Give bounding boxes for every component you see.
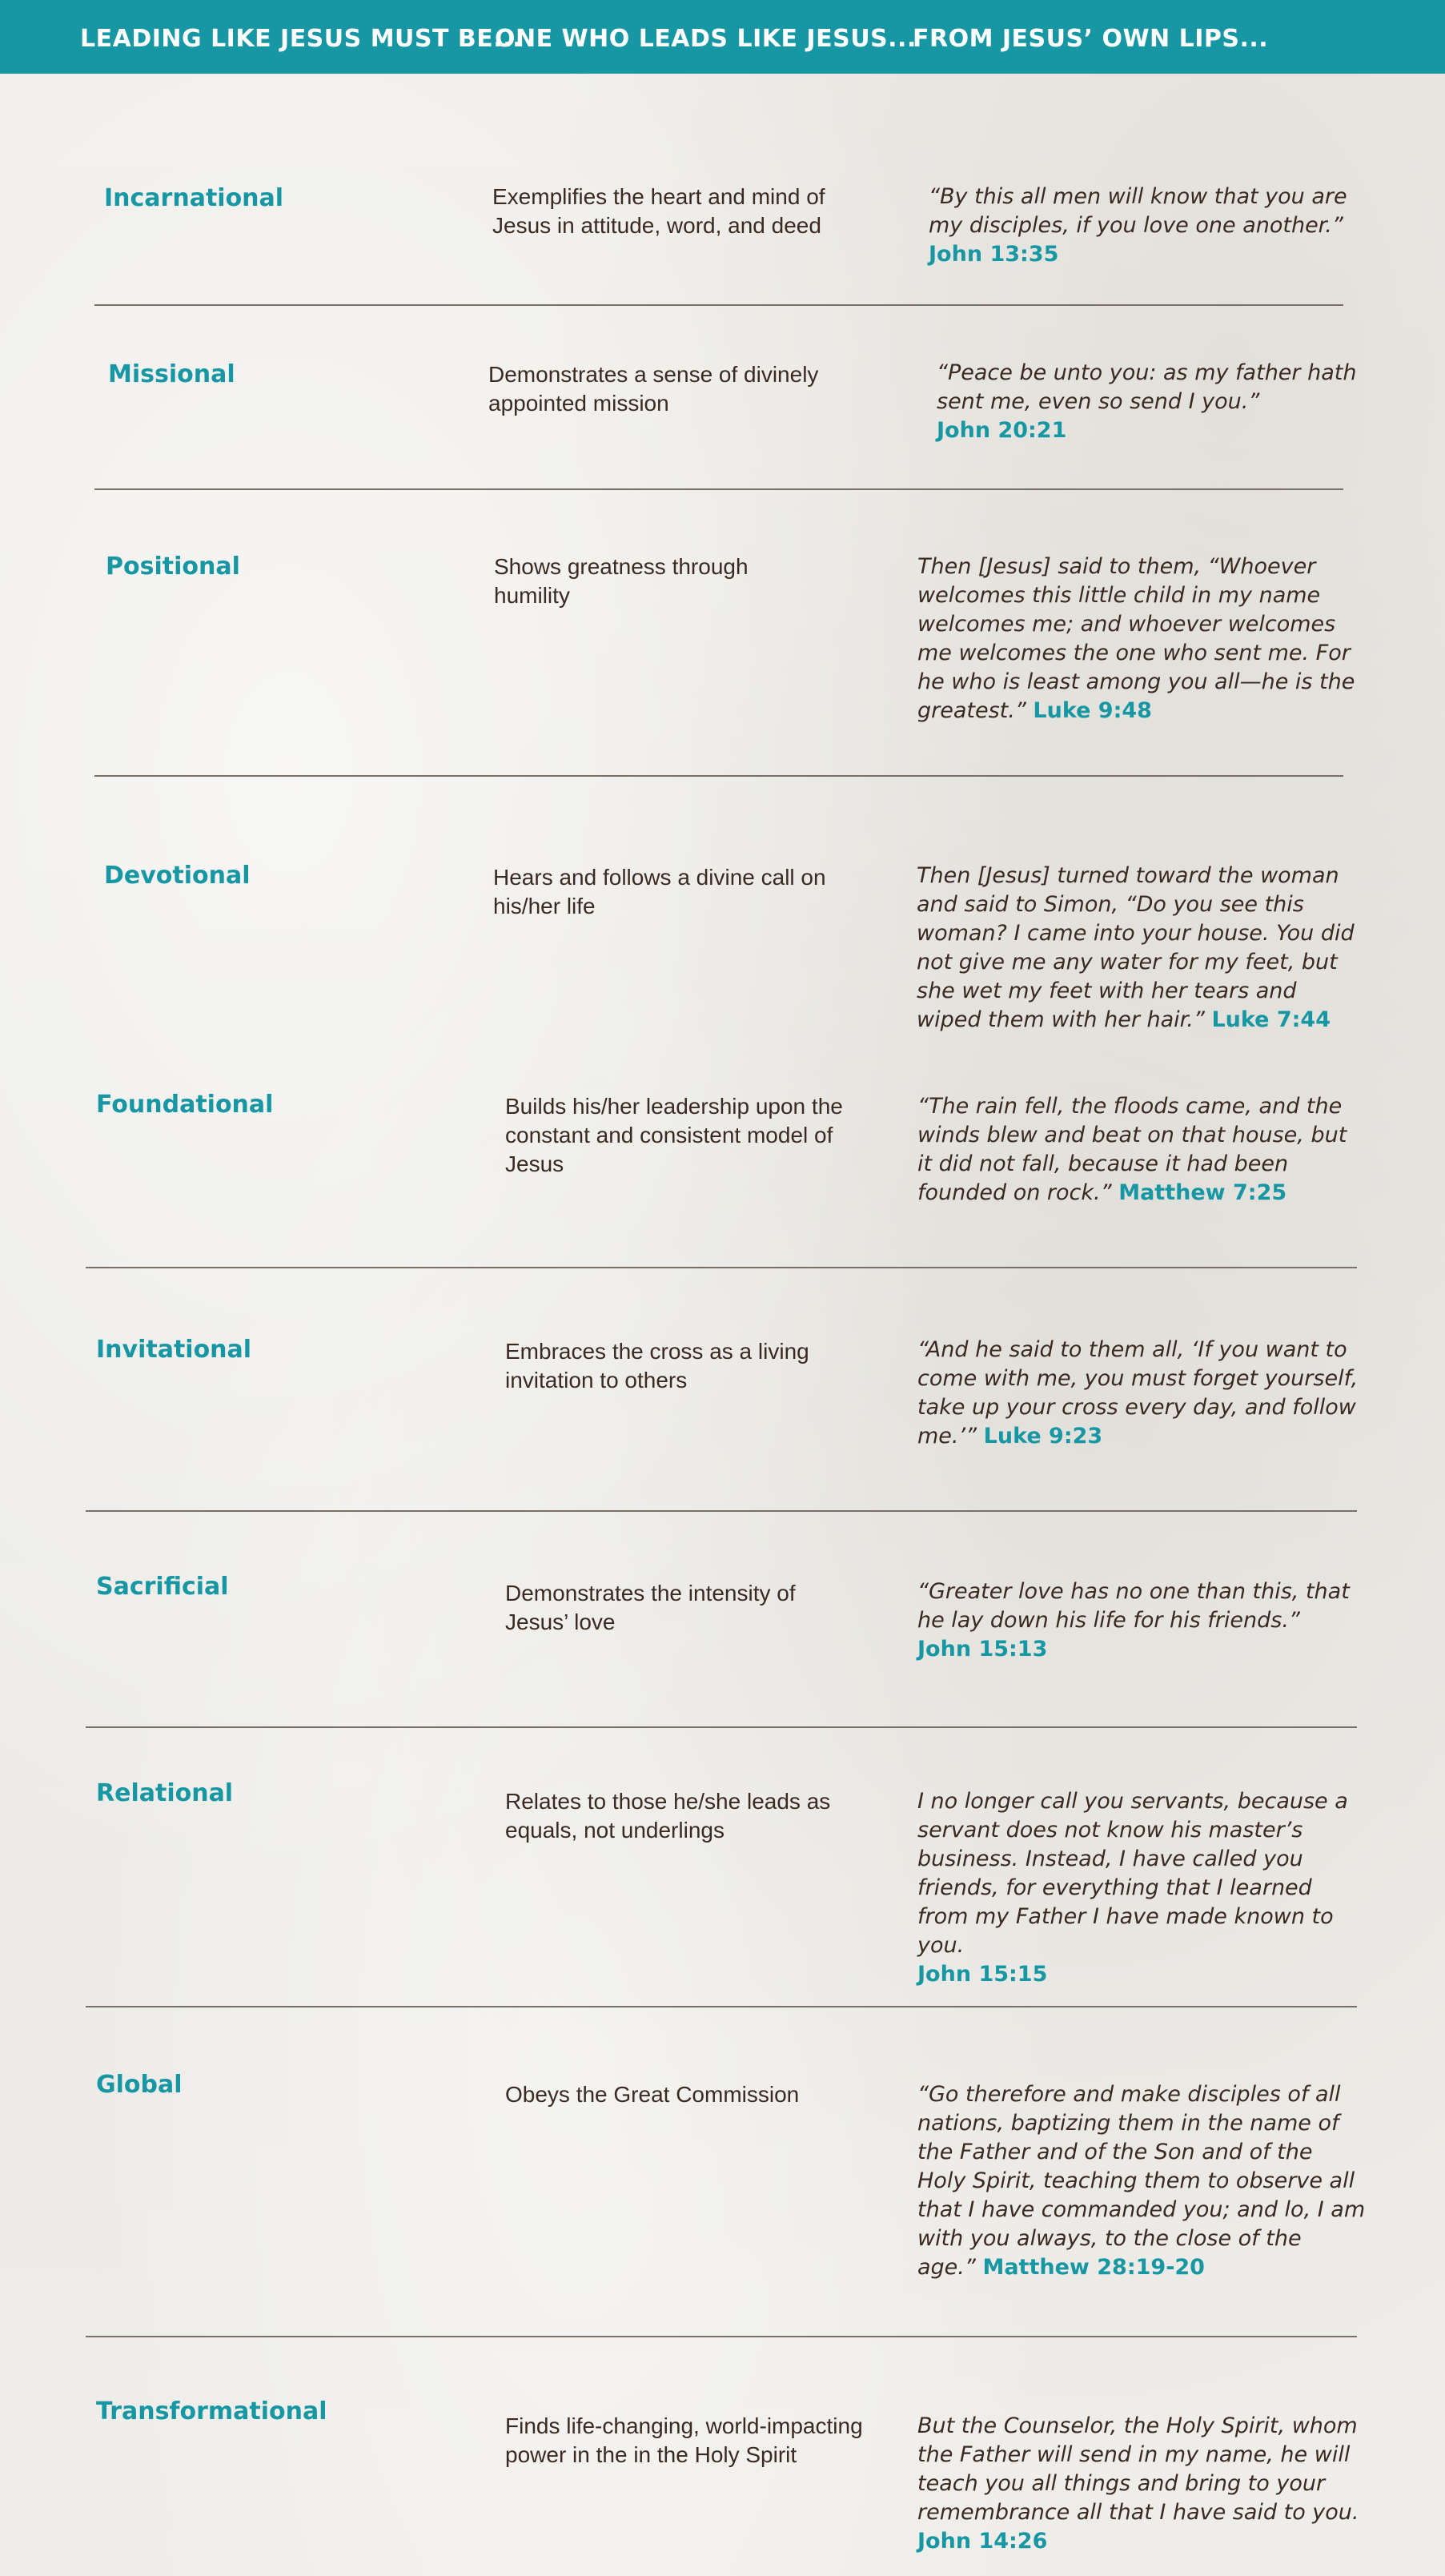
scripture-quote — [929, 183, 1377, 269]
quote-text: “By this all men will know that you are my disciples, if you love one another.” — [929, 184, 1347, 238]
quote-text: “Peace be unto you: as my father hath sent me, even so send I you.” — [937, 360, 1357, 414]
scripture-reference: John 15:15 — [917, 1962, 1048, 1987]
scripture-quote — [917, 862, 1365, 1035]
row-divider — [94, 775, 1343, 777]
scripture-quote — [917, 1577, 1366, 1664]
trait-description: Exemplifies the heart and mind of Jesus in attitude, word, and deed — [492, 184, 825, 238]
scripture-quote — [917, 1787, 1366, 1989]
quote-text: I no longer call you servants, because a servant does not know his master’s business. Instead, I have called you friends, for everything that I learned from my Father I have made known to you. — [917, 1789, 1348, 1958]
scripture-quote — [917, 2412, 1366, 2556]
scripture-reference: Matthew 7:25 — [1118, 1180, 1287, 1205]
trait-label: Devotional — [104, 862, 251, 890]
row-divider — [86, 1726, 1357, 1728]
trait-label: Sacrificial — [96, 1573, 229, 1601]
trait-description: Embraces the cross as a living invitation to others — [505, 1339, 809, 1392]
quote-text: Then [Jesus] turned toward the woman and said to Simon, “Do you see this woman? I came into your house. You did not give me any water for my feet, but she wet my feet with her tears and wiped them with her hair.” — [917, 863, 1355, 1032]
quote-text: “Go therefore and make disciples of all nations, baptizing them in the name of the Father and of the Son and of the Holy Spirit, teaching them to observe all that I have commanded you; and lo, I am with you always, to the close of the age.” — [917, 2082, 1366, 2280]
trait-description: Finds life-changing, world-impacting power in the in the Holy Spirit — [505, 2413, 863, 2467]
trait-description: Builds his/her leadership upon the constant and consistent model of Jesus — [505, 1094, 843, 1176]
trait-label: Missional — [108, 360, 235, 388]
row-divider — [94, 304, 1343, 306]
trait-label: Positional — [106, 553, 240, 581]
scripture-quote — [917, 1336, 1366, 1451]
scripture-quote — [937, 359, 1385, 445]
trait-description: Shows greatness through humility — [494, 554, 749, 608]
quote-text: Then [Jesus] said to them, “Whoever welcomes this little child in my name welcomes me; and whoever welcomes me welcomes the one who sent me. For he who is least among you all—he is the greatest.” — [917, 554, 1355, 723]
trait-description: Hears and follows a divine call on his/her life — [493, 865, 826, 918]
header-col-leading: LEADING LIKE JESUS MUST BE... — [80, 25, 522, 53]
row-divider — [86, 2336, 1357, 2337]
scripture-reference: John 13:35 — [929, 242, 1059, 267]
scripture-reference: John 20:21 — [937, 418, 1067, 443]
trait-label: Invitational — [96, 1336, 252, 1364]
trait-label: Transformational — [96, 2397, 327, 2425]
row-divider — [86, 2006, 1357, 2007]
trait-description: Relates to those he/she leads as equals, not underlings — [505, 1789, 831, 1843]
scripture-reference: Luke 7:44 — [1211, 1007, 1331, 1032]
trait-description: Obeys the Great Commission — [505, 2082, 800, 2107]
header-col-one-who-leads: ONE WHO LEADS LIKE JESUS... — [495, 25, 917, 53]
quote-text: “The rain fell, the floods came, and the winds blew and beat on that house, but it did not fall, because it had been founded on rock.” — [917, 1094, 1347, 1205]
trait-label: Foundational — [96, 1091, 274, 1119]
quote-text: “And he said to them all, ‘If you want to come with me, you must forget yourself, take up your cross every day, and follow me.’” — [917, 1337, 1359, 1449]
scripture-quote — [917, 553, 1366, 725]
quote-text: But the Counselor, the Holy Spirit, whom the Father will send in my name, he will teach you all things and bring to your remembrance all that I have said to you. — [917, 2413, 1359, 2525]
trait-label: Global — [96, 2071, 183, 2099]
scripture-reference: John 15:13 — [917, 1637, 1048, 1662]
row-divider — [94, 488, 1343, 490]
scripture-reference: Matthew 28:19-20 — [982, 2255, 1205, 2280]
scripture-reference: John 14:26 — [917, 2529, 1048, 2554]
trait-label: Incarnational — [104, 184, 284, 212]
header-col-jesus-lips: FROM JESUS’ OWN LIPS... — [913, 25, 1269, 53]
trait-label: Relational — [96, 1779, 234, 1807]
quote-text: “Greater love has no one than this, that he lay down his life for his friends.” — [917, 1579, 1350, 1633]
trait-description: Demonstrates a sense of divinely appointed mission — [488, 362, 819, 416]
scripture-reference: Luke 9:23 — [983, 1424, 1103, 1449]
row-divider — [86, 1267, 1357, 1268]
table-header — [0, 0, 1445, 74]
scripture-quote — [917, 1092, 1362, 1208]
scripture-quote — [917, 2080, 1366, 2282]
scripture-reference: Luke 9:48 — [1033, 698, 1152, 723]
trait-description: Demonstrates the intensity of Jesus’ love — [505, 1581, 796, 1634]
row-divider — [86, 1510, 1357, 1512]
